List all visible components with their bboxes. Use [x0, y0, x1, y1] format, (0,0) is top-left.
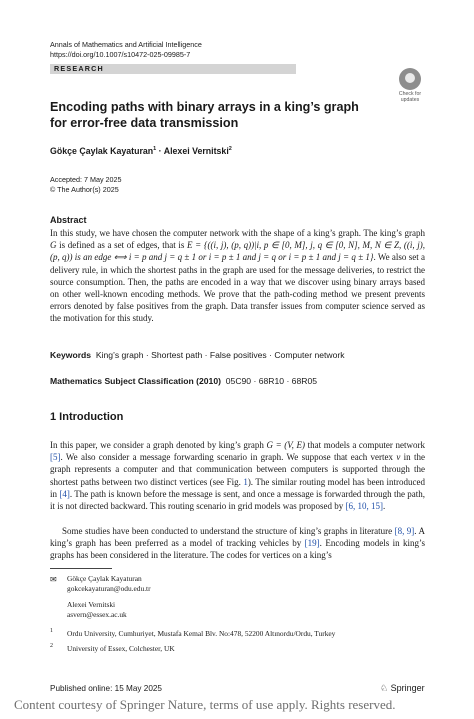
citation-19[interactable]: [19] — [304, 538, 320, 549]
journal-name: Annals of Mathematics and Artificial Intelligence — [50, 40, 202, 49]
check-updates-text: Check for updates — [398, 91, 422, 103]
contact-1-name: Gökçe Çaylak Kayaturan — [67, 574, 142, 583]
accepted-date: Accepted: 7 May 2025 — [50, 175, 122, 184]
citation-8-9[interactable]: [8, 9] — [394, 526, 415, 536]
math-G: G — [50, 240, 57, 251]
section-label: RESEARCH — [54, 64, 104, 73]
author-1-affil: 1 — [153, 146, 157, 153]
msc-codes: 05C90 · 68R10 · 68R05 — [225, 376, 318, 386]
contact-2-email[interactable]: asvern@essex.ac.uk — [67, 609, 127, 619]
author-list — [50, 146, 232, 156]
affiliation-1: Ordu University, Cumhuriyet, Mustafa Kemal Blv. No:478, 52200 Altınordu/Ordu, Turkey — [67, 629, 336, 638]
check-updates-icon — [399, 68, 421, 90]
published-date: Published online: 15 May 2025 — [50, 684, 162, 693]
contact-author-2 — [67, 600, 127, 619]
author-1[interactable]: Gökçe Çaylak Kayaturan — [50, 146, 154, 156]
contact-2-name: Alexei Vernitski — [67, 600, 116, 609]
dates-block — [50, 175, 122, 194]
courtesy-notice: Content courtesy of Springer Nature, terms of use apply. Rights reserved. — [14, 697, 396, 712]
publisher-logo — [380, 683, 425, 694]
affiliation-2-number: 2 — [50, 643, 53, 649]
figure-link-1[interactable]: 1 — [243, 476, 248, 487]
footnote-rule — [50, 568, 112, 569]
author-2[interactable]: Alexei Vernitski — [163, 146, 229, 156]
copyright-line: © The Author(s) 2025 — [50, 184, 119, 194]
publisher-name: Springer — [390, 683, 425, 693]
intro-heading: 1 Introduction — [50, 411, 124, 423]
abstract-heading: Abstract — [50, 215, 87, 225]
citation-5[interactable]: [5] — [50, 452, 61, 463]
contact-1-email[interactable]: gokcekayaturan@odu.edu.tr — [67, 583, 151, 593]
journal-doi[interactable]: https://doi.org/10.1007/s10472-025-09985-7 — [50, 49, 191, 59]
springer-horse-icon: ♘ — [380, 683, 389, 693]
paper-title: Encoding paths with binary arrays in a king’s graph for error-free data transmission — [50, 100, 359, 130]
math-edge-set: E = {((i, j), (p, q))|i, p ∈ [0, M], j, q ∈ [0, N], M, N ∈ Z, ((i, j), (p, q)) is an edge ⟺ i = p and j = q ± 1 or i = p ± 1 and j = q or i = p ± 1 and j = q ± 1} — [50, 240, 426, 263]
keywords — [50, 350, 345, 360]
abstract-text: In this study, we have chosen the computer network with the shape of a king’s graph. The king’s graph G is defined as a set of edges, that is E = {((i, j), (p, q))|i, p ∈ [0, M], j, q ∈ [0, N], M, N ∈ Z, ((i, j), (p, q)) is an edge ⟺ i = p and j = q ± 1 or i = p ± 1 and j = q or i = p ± 1 and j = q ± 1}. We also set a delivery rule, in which the shortest paths in the graph are used for the message deliveries, to restrict the source consumption. Then, the paths are encoded in a way that we discover using binary arrays based on other well-known encoding methods. We prove that the path-coding method we present prevents errors denoted by false positives from the graph. Data transfer issues from computer science served as the motivation for this study. — [50, 228, 426, 324]
msc-label: Mathematics Subject Classification (2010) — [50, 376, 221, 386]
author-separator: · — [156, 146, 164, 156]
intro-paragraph-1: In this paper, we consider a graph denoted by king’s graph G = (V, E) that models a computer network [5]. We also consider a message forwarding scenario in graph. We suppose that each vertex v in the graph represents a computer and that communication between computers is supported through the shortest paths between two distinct vertices (see Fig. 1). The similar routing model has been introduced in [4]. The path is known before the message is sent, and once a message is forwarded through the path, it is not directed backward. This routing scenario in grid models was proposed by [6, 10, 15]. — [50, 440, 426, 512]
citation-4[interactable]: [4] — [59, 488, 70, 499]
author-2-affil: 2 — [228, 146, 232, 153]
affiliation-2: University of Essex, Colchester, UK — [67, 644, 175, 653]
msc-classification — [50, 376, 317, 386]
intro-paragraph-2: Some studies have been conducted to understand the structure of king’s graphs in literature [8, 9]. A king’s graph has been preferred as a model of tracking vehicles by [19]. Encoding models in king’s graphs has been considered in the literature. The codes for vertices on a king’s — [50, 526, 425, 561]
affiliation-1-number: 1 — [50, 628, 53, 634]
journal-header — [50, 40, 202, 59]
contact-author-1 — [67, 574, 151, 593]
envelope-icon: ✉ — [50, 575, 57, 584]
keywords-label: Keywords — [50, 350, 92, 360]
check-for-updates-badge[interactable] — [392, 68, 428, 103]
keywords-text: King’s graph · Shortest path · False positives · Computer network — [95, 350, 345, 360]
citation-6-10-15[interactable]: [6, 10, 15] — [345, 501, 384, 512]
